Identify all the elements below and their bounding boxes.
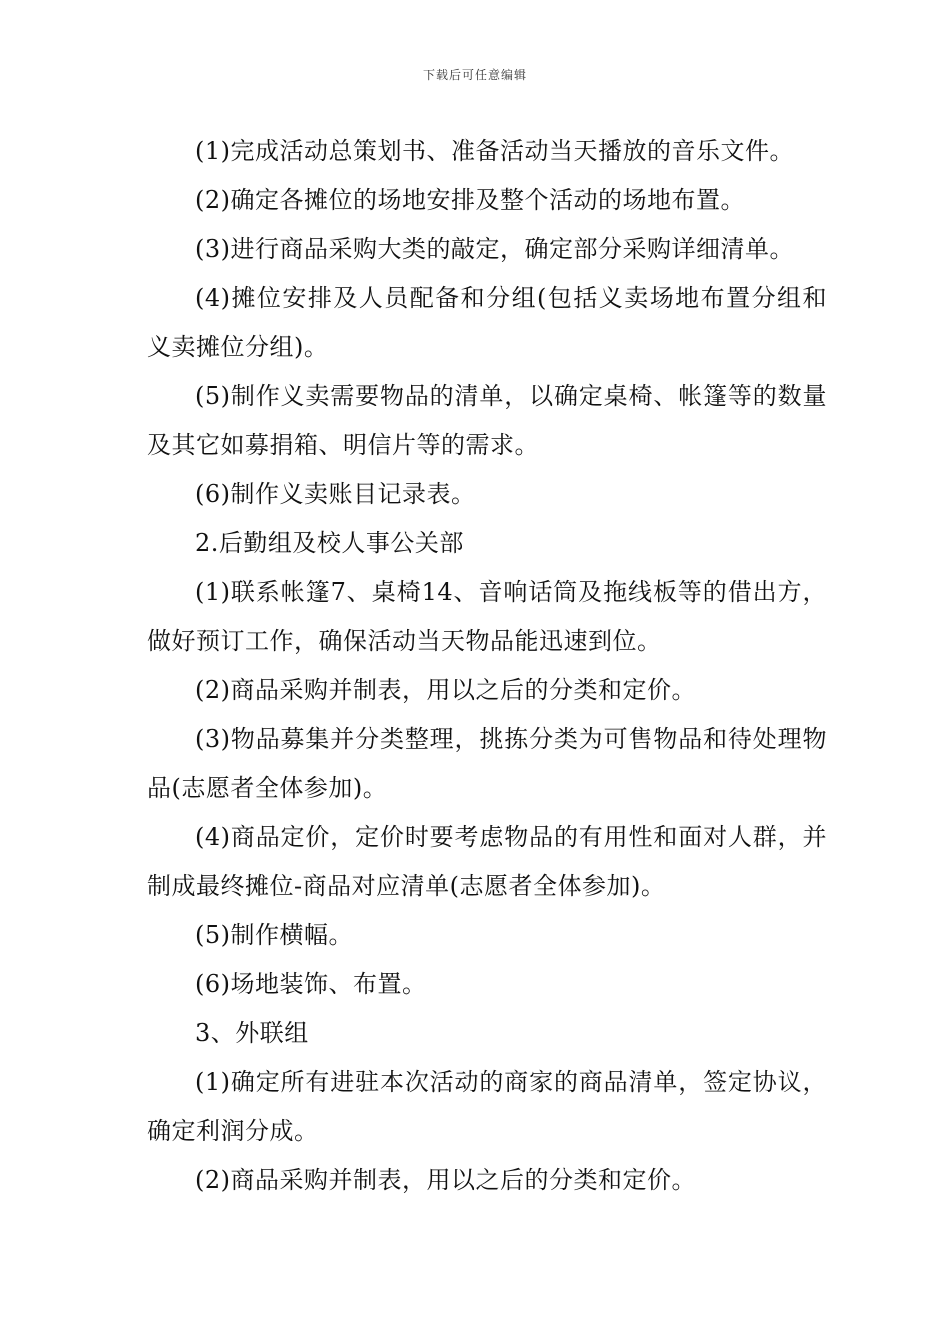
paragraph: (4)商品定价，定价时要考虑物品的有用性和面对人群，并制成最终摊位-商品对应清单(志愿者全体参加)。 xyxy=(147,823,827,900)
section-heading: 3、外联组 xyxy=(195,1019,309,1047)
header-note: 下载后可任意编辑 xyxy=(422,68,527,82)
paragraph: (5)制作横幅。 xyxy=(195,921,353,949)
paragraph: (3)进行商品采购大类的敲定，确定部分采购详细清单。 xyxy=(195,235,794,263)
paragraph: (6)制作义卖账目记录表。 xyxy=(195,480,476,508)
section-heading: 2.后勤组及校人事公关部 xyxy=(195,529,464,557)
paragraph: (1)完成活动总策划书、准备活动当天播放的音乐文件。 xyxy=(195,137,794,165)
paragraph: (1)确定所有进驻本次活动的商家的商品清单，签定协议，确定利润分成。 xyxy=(147,1068,827,1145)
paragraph: (2)商品采购并制表，用以之后的分类和定价。 xyxy=(195,676,696,704)
paragraph: (6)场地装饰、布置。 xyxy=(195,970,427,998)
paragraph: (2)确定各摊位的场地安排及整个活动的场地布置。 xyxy=(195,186,745,214)
document-body xyxy=(147,127,827,1205)
paragraph: (2)商品采购并制表，用以之后的分类和定价。 xyxy=(195,1166,696,1194)
paragraph: (4)摊位安排及人员配备和分组(包括义卖场地布置分组和义卖摊位分组)。 xyxy=(147,284,827,361)
paragraph: (1)联系帐篷7、桌椅14、音响话筒及拖线板等的借出方，做好预订工作，确保活动当天物品能迅速到位。 xyxy=(147,578,827,655)
paragraph: (3)物品募集并分类整理，挑拣分类为可售物品和待处理物品(志愿者全体参加)。 xyxy=(147,725,827,802)
paragraph: (5)制作义卖需要物品的清单，以确定桌椅、帐篷等的数量及其它如募捐箱、明信片等的需求。 xyxy=(147,382,827,459)
